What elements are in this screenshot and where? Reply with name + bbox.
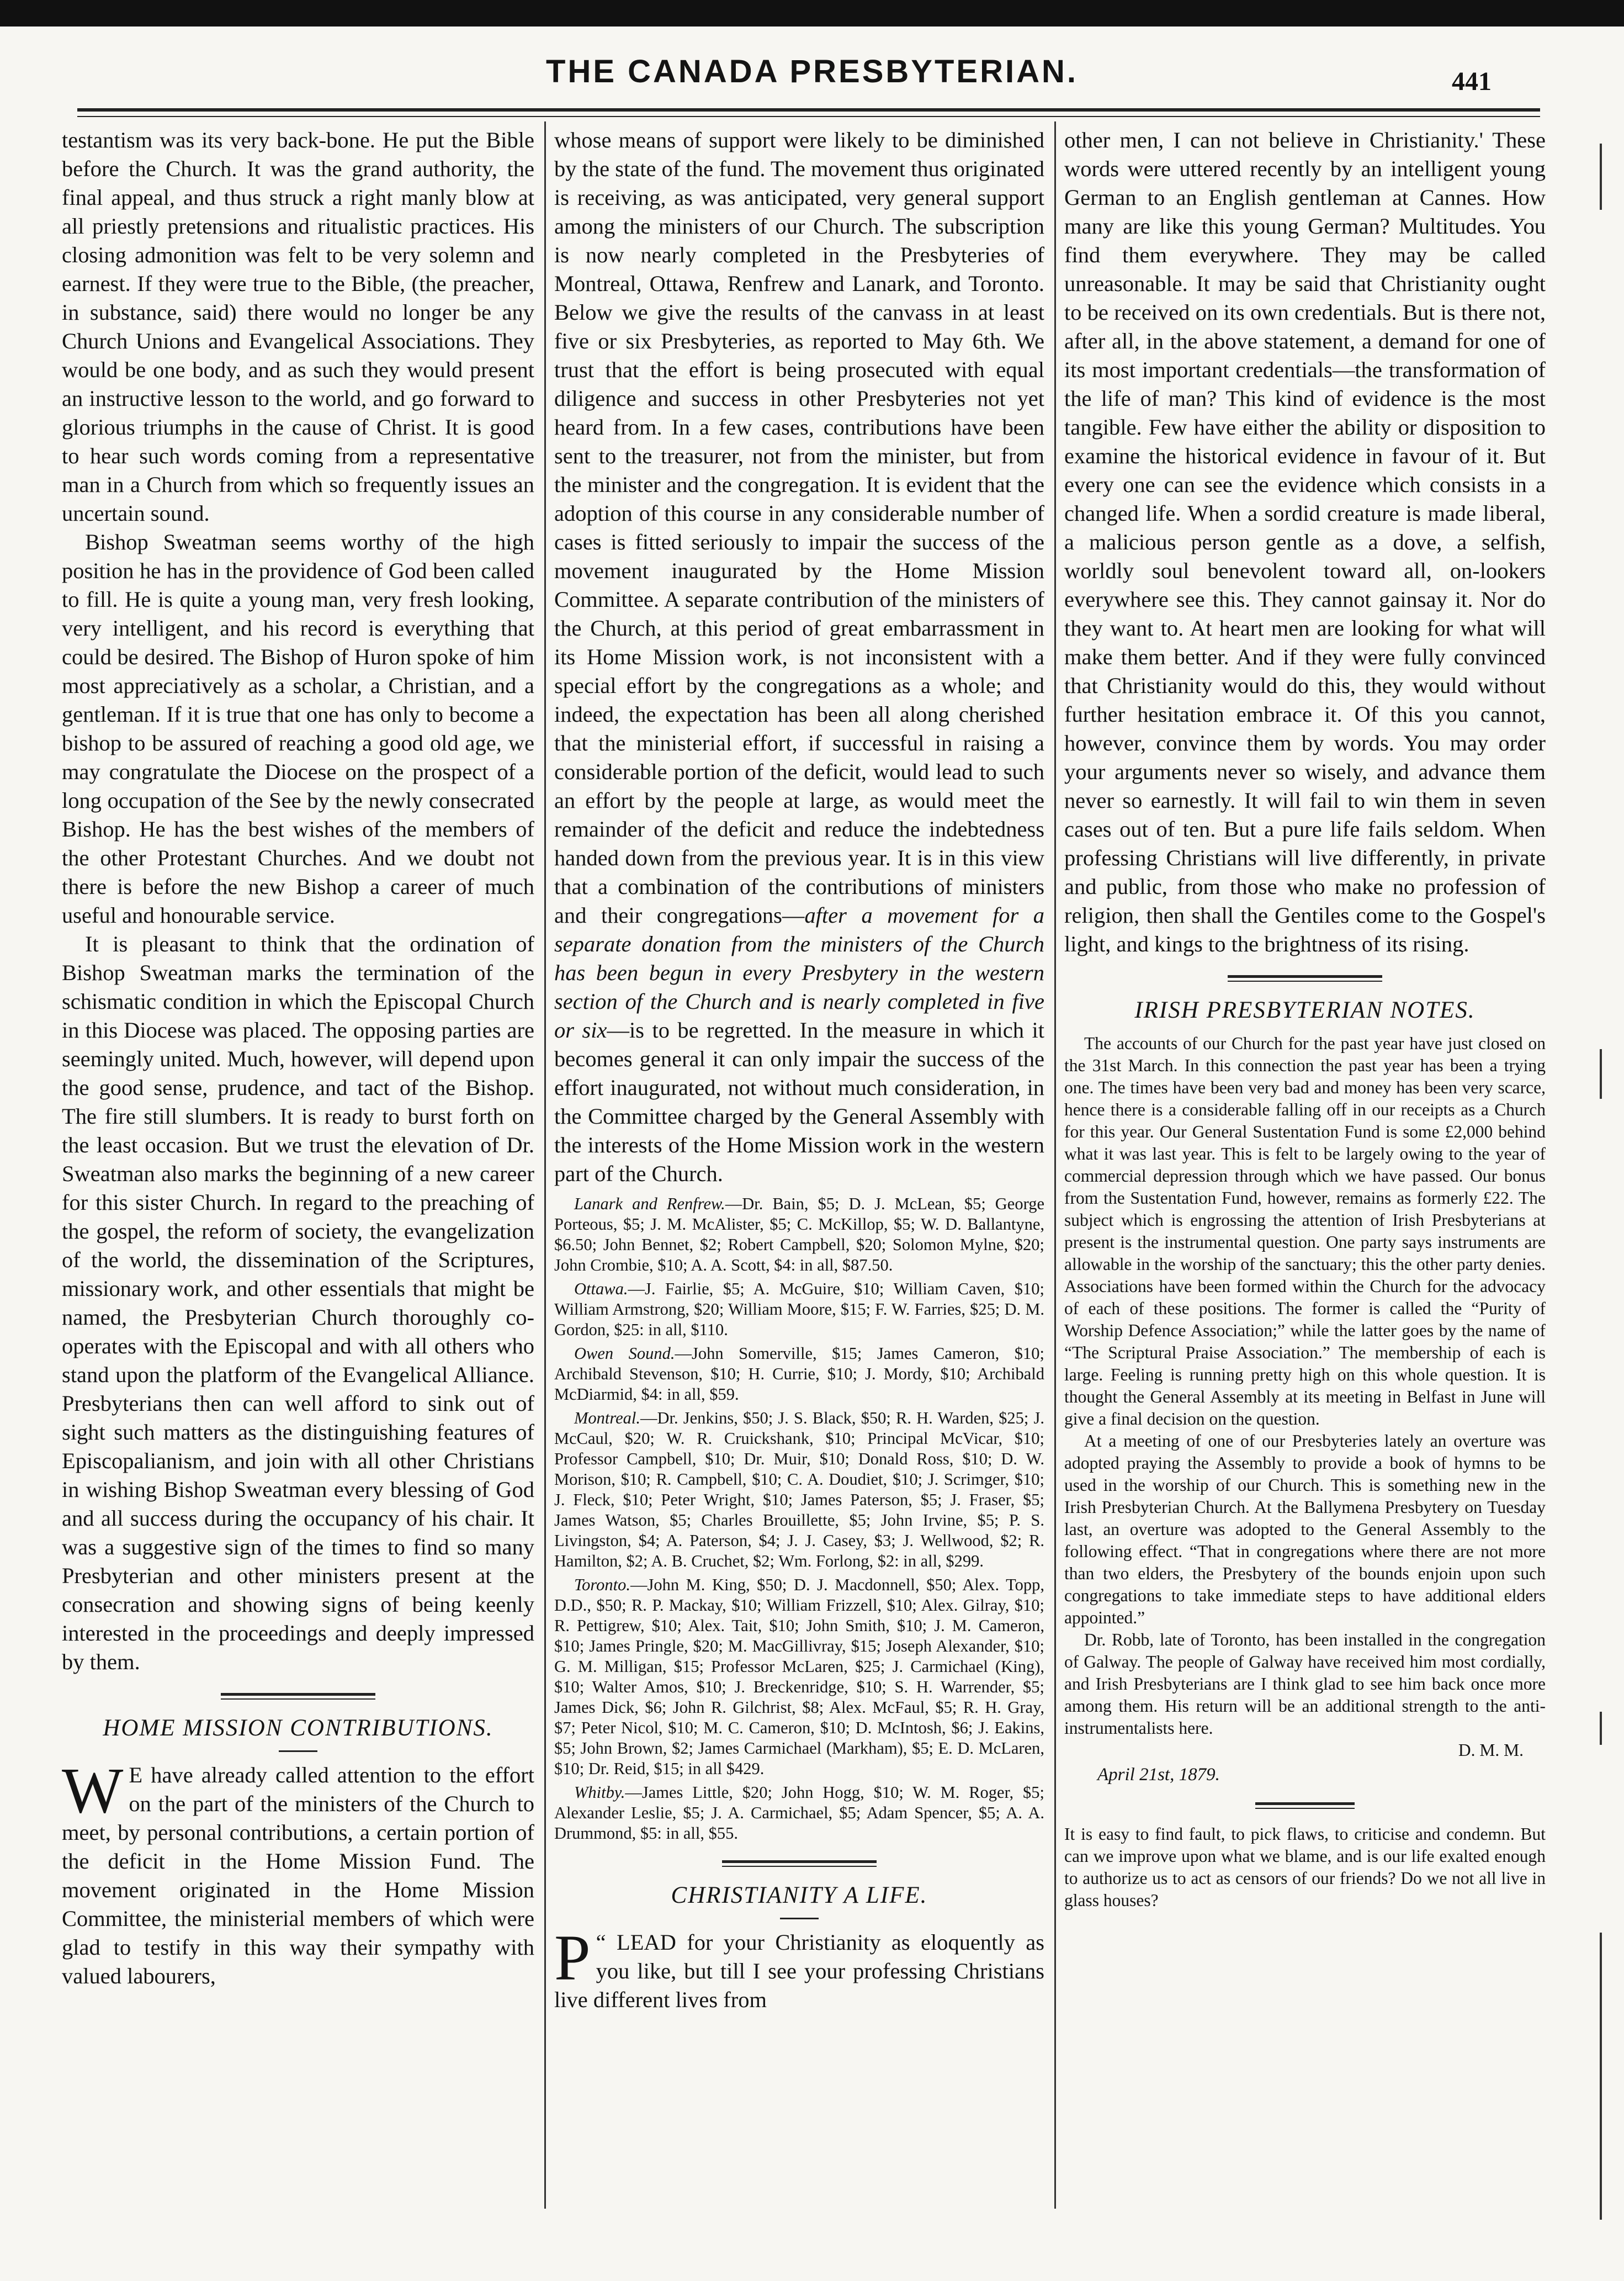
paragraph: At a meeting of one of our Presbyteries lately an overture was adopted praying the Assembly to provide a book of hymns to be used in the worship of our Church. This is something new in the Irish Presbyterian Church. At the Ballymena Presbytery on Tuesday last, an overture was adopted to the General Assembly to the following effect. “That in congregations where there are not more than two elders, the Presbytery of the bounds enjoin upon such congregations to take immediate steps to have additional elders appointed.” xyxy=(1064,1431,1546,1627)
contributions: —Dr. Bain, $5; D. J. McLean, $5; George Porteous, $5; J. M. McAlister, $5; C. McKillop, $5; W. D. Ballantyne, $6.50; John Bennet, $2; Robert Campbell, $20; Solomon Mylne, $20; John Crombie, $10; A. A. Scott, $4: in all, $87.50. xyxy=(554,1194,1044,1274)
list-item xyxy=(554,1575,1044,1779)
header-rule xyxy=(77,108,1540,112)
section-separator xyxy=(722,1860,877,1867)
paragraph-text: E have already called attention to the effort on the part of the ministers of the Church to meet, by personal contributions, a certain portion of the deficit in the Home Mission Fund. The movement originated in the Home Mission Committee, the ministerial members of which were glad to testify in this way their sympathy with valued labourers, xyxy=(62,1763,534,1988)
section-separator xyxy=(1255,1802,1355,1809)
section-heading: HOME MISSION CONTRIBUTIONS. xyxy=(103,1715,493,1741)
paragraph: other men, I can not believe in Christianity.' These words were uttered recently by an intelligent young German to an English gentleman at Cannes. How many are like this young German? Multitudes. You find them everywhere. They may be called unreasonable. It may be said that Christianity ought to be received on its own credentials. But is there not, after all, in the above statement, a demand for one of its most important credentials—the transformation of the life of man? This kind of evidence is the most tangible. Few have either the ability or disposition to examine the historical evidence in favour of it. But every one can see the evidence which consists in a changed life. When a sordid creature is made liberal, a malicious person gentle as a dove, a selfish, worldly soul benevolent toward all, on-lookers everywhere see this. They cannot gainsay it. Nor do they want to. At heart men are looking for what will make them better. And if they were fully convinced that Christianity would do this, they would without further hesitation embrace it. Of this you cannot, however, convince them by words. You may order your arguments never so wisely, and advance them never so earnestly. It will fail to win them in seven cases out of ten. But a pure life fails seldom. When professing Christians will live differently, in private and public, from those who make no profession of religion, then shall the Gentiles come to the Gospel's light, and kings to the brightness of its rising. xyxy=(1064,128,1546,956)
paragraph: The accounts of our Church for the past year have just closed on the 31st March. In this connection the past year has been a trying one. The times have been very bad and money has been very scarce, hence there is a considerable falling off in our receipts as a Church for this year. Our General Sustentation Fund is some £2,000 behind what it was last year. This is felt to be largely owing to the year of commercial depression through which we have passed. Our bonus from the Sustentation Fund, however, remains as formerly £22. The subject which is engrossing the attention of Irish Presbyterians at present is the instrumental question. One party says instruments are allowable in the worship of the sanctuary; this the other party denies. Associations have been formed within the Church for the advocacy of each of these positions. The former is called the “Purity of Worship Defence Association;” while the latter goes by the name of “The Scriptural Praise Association.” The membership of each is large. Feeling is running pretty high on this whole question. It is thought the General Assembly at its meeting in Belfast in June will give a final decision on the question. xyxy=(1064,1034,1546,1428)
closing-note xyxy=(1064,1823,1546,1912)
presbytery-name: Ottawa. xyxy=(574,1279,628,1298)
list-item xyxy=(554,1279,1044,1340)
page-title: THE CANADA PRESBYTERIAN. xyxy=(546,54,1078,89)
paragraph-text: whose means of support were likely to be diminished by the state of the fund. The movement thus originated is receiving, as was anticipated, very general support among the ministers of our Church. The subscription is now nearly completed in the Presbyteries of Montreal, Ottawa, Renfrew and Lanark, and Toronto. Below we give the results of the canvass in at least five or six Presbyteries, as reported to May 6th. We trust that the effort is being prosecuted with equal diligence and success in other Presbyteries not yet heard from. In a few cases, contributions have been sent to the treasurer, not from the minister, but from the minister and the congregation. It is evident that the adoption of this course in any considerable number of cases is fitted seriously to impair the success of the movement inaugurated by the Home Mission Committee. A separate contribution of the ministers of the Church, at this period of great embarrassment in its Home Mission work, is not inconsistent with a special effort by the congregations as a whole; and indeed, the expectation has been all along cherished that the ministerial effort, if successful in raising a considerable portion of the deficit, would lead to such an effort by the people at large, as would meet the remainder of the deficit and reduce the indebtedness handed down from the previous year. It is in this view that a combination of the contributions of ministers and their congregations— xyxy=(554,128,1044,928)
paragraph: It is pleasant to think that the ordination of Bishop Sweatman marks the termination of the schismatic condition in which the Episcopal Church in this Diocese was placed. The opposing parties are seemingly united. Much, however, will depend upon the good sense, prudence, and tact of the Bishop. The fire still slumbers. It is ready to burst forth on the least occasion. But we trust the elevation of Dr. Sweatman also marks the beginning of a new career for this sister Church. In regard to the preaching of the gospel, the reform of society, the evangelization of the world, the dissemination of the Scriptures, missionary work, and other essentials that might be named, the Presbyterian Church thoroughly co-operates with the Episcopal and with all others who stand upon the platform of the Evangelical Alliance. Presbyterians then can well afford to sink out of sight such matters as the distinguishing features of Episcopalianism, and join with all other Christians in wishing Bishop Sweatman every blessing of God and all success during the occupancy of his chair. It was a suggestive sign of the times to find so many Presbyterian and other ministers present at the consecration and showing signs of being keenly interested in the proceedings and deeply impressed by them. xyxy=(62,932,534,1674)
section-heading: CHRISTIANITY A LIFE. xyxy=(671,1882,928,1908)
paragraph: testantism was its very back-bone. He put the Bible before the Church. It was the grand authority, the final appeal, and thus struck a right manly blow at all priestly pretensions and ritualistic practices. His closing admonition was felt to be very solemn and earnest. If they were true to the Bible, (the preacher, in substance, said) there would no longer be any Church Unions and Evangelical Associations. They would be one body, and as such they would present an instructive lesson to the world, and go forward to glorious triumphs in the cause of Christ. It is good to hear such words coming from a representative man in a Church from which so frequently issues an uncertain sound. xyxy=(62,128,534,526)
dateline: April 21st, 1879. xyxy=(1097,1765,1220,1785)
column-3 xyxy=(1064,126,1546,2224)
list-item xyxy=(554,1782,1044,1844)
top-border-bar xyxy=(0,0,1624,27)
header-rule-thin xyxy=(77,116,1540,117)
paragraph xyxy=(554,126,1044,1188)
presbytery-name: Owen Sound. xyxy=(574,1344,675,1363)
column-2 xyxy=(554,126,1044,2224)
paragraph xyxy=(62,1754,534,1991)
contributions: —John Somerville, $15; James Cameron, $10; Archibald Stevenson, $10; H. Currie, $10; J. Mordy, $10; Archibald McDiarmid, $4: in all, $59. xyxy=(554,1344,1044,1404)
heading-underline xyxy=(279,1750,317,1752)
presbytery-name: Toronto. xyxy=(574,1575,630,1594)
page-number: 441 xyxy=(1452,67,1492,96)
paragraph: Dr. Robb, late of Toronto, has been installed in the congregation of Galway. The people of Galway have received him most cordially, and Irish Presbyterians are I think glad to see him back once more among them. His return will be an additional strength to the anti-instrumentalists here. xyxy=(1064,1630,1546,1738)
paragraph: Bishop Sweatman seems worthy of the high position he has in the providence of God been called to fill. He is quite a young man, very fresh looking, very intelligent, and his record is everything that could be desired. The Bishop of Huron spoke of him most appreciatively as a scholar, a Christian, and a gentleman. If it is true that one has only to become a bishop to be assured of reaching a good old age, we may congratulate the Diocese on the prospect of a long occupation of the See by the newly consecrated Bishop. He has the best wishes of the members of the other Protestant Churches. And we doubt not there is before the new Bishop a career of much useful and honourable service. xyxy=(62,530,534,928)
contributions: —J. Fairlie, $5; A. McGuire, $10; William Caven, $10; William Armstrong, $20; William Moore, $15; F. W. Farries, $25; D. M. Gordon, $25: in all, $110. xyxy=(554,1279,1044,1339)
paragraph: It is easy to find fault, to pick flaws, to criticise and condemn. But can we improve upon what we blame, and is our life exalted enough to authorize us to act as censors of our friends? Do we not all live in glass houses? xyxy=(1064,1824,1546,1910)
contributions: —James Little, $20; John Hogg, $10; W. M. Roger, $5; Alexander Leslie, $5; J. A. Carmichael, $5; Adam Spencer, $5; A. A. Drummond, $5: in all, $55. xyxy=(554,1783,1044,1843)
list-item xyxy=(554,1408,1044,1571)
list-item xyxy=(554,1343,1044,1405)
section-separator xyxy=(1228,975,1382,982)
section-heading: IRISH PRESBYTERIAN NOTES. xyxy=(1134,997,1476,1023)
contributions: —Dr. Jenkins, $50; J. S. Black, $50; R. H. Warden, $25; J. McCaul, $20; W. R. Cruickshank, $10; Principal McVicar, $10; Professor Campbell, $10; Dr. Muir, $10; Donald Ross, $10; D. W. Morison, $10; R. Campbell, $10; C. A. Doudiet, $10; J. Scrimger, $10; J. Fleck, $10; Peter Wright, $10; James Paterson, $5; J. Fraser, $5; James Watson, $5; Charles Brouillette, $5; John Irvine, $5; P. S. Livingston, $4; A. Paterson, $4; J. J. Casey, $3; J. Wellwood, $2; R. Hamilton, $2; A. B. Cruchet, $2; Wm. Forlong, $2: in all, $299. xyxy=(554,1409,1044,1570)
open-quote: “ xyxy=(596,1930,606,1955)
contribution-list xyxy=(554,1194,1044,1844)
scan-edge-marks xyxy=(1595,110,1617,2264)
section-separator xyxy=(221,1693,375,1700)
presbytery-name: Whitby. xyxy=(574,1783,625,1802)
signature-line xyxy=(1064,1739,1546,1761)
paragraph xyxy=(554,1922,1044,2014)
italic-text: after a movement for a separate donation from the ministers of the Church has been begun in every Presbytery in the western section of the Church and is nearly completed in five or six xyxy=(554,903,1044,1042)
column-1 xyxy=(62,126,534,2224)
column-divider xyxy=(1054,121,1056,2209)
presbytery-name: Montreal. xyxy=(574,1409,641,1427)
contributions: —John M. King, $50; D. J. Macdonnell, $50; Alex. Topp, D.D., $50; R. P. Mackay, $10; William Frizzell, $10; Alex. Gilray, $10; R. Pettigrew, $10; Alex. Tait, $10; John Smith, $10; J. M. Cameron, $10; James Pringle, $20; M. MacGillivray, $15; Joseph Alexander, $10; G. M. Milligan, $15; Professor McLaren, $25; J. Carmichael (King), $10; Walter Amos, $10; J. Breckenridge, $10; S. H. Warrender, $5; James Dick, $6; John R. Gilchrist, $8; Alex. McFaul, $5; R. H. Gray, $7; Peter Nicol, $10; M. C. Cameron, $10; D. McIntosh, $6; J. Eakins, $5; John Brown, $2; James Carmichael (Markham), $5; E. D. McLaren, $10; Dr. Reid, $15; in all $429. xyxy=(554,1575,1044,1778)
drop-cap: W xyxy=(62,1754,124,1827)
drop-cap: P xyxy=(554,1922,591,1994)
paragraph-text: LEAD for your Christianity as eloquently as you like, but till I see your professing Christians live different lives from xyxy=(554,1930,1044,2012)
heading-underline xyxy=(780,1918,819,1919)
paragraph-text: —is to be regretted. In the measure in which it becomes general it can only impair the success of the effort inaugurated, not without much consideration, in the Committee charged by the General Assembly with the interests of the Home Mission work in the western part of the Church. xyxy=(554,1018,1044,1186)
list-item xyxy=(554,1194,1044,1276)
notes-body xyxy=(1064,1033,1546,1786)
column-divider xyxy=(544,121,546,2209)
author-signature: D. M. M. xyxy=(1458,1740,1524,1760)
presbytery-name: Lanark and Renfrew. xyxy=(574,1194,725,1213)
